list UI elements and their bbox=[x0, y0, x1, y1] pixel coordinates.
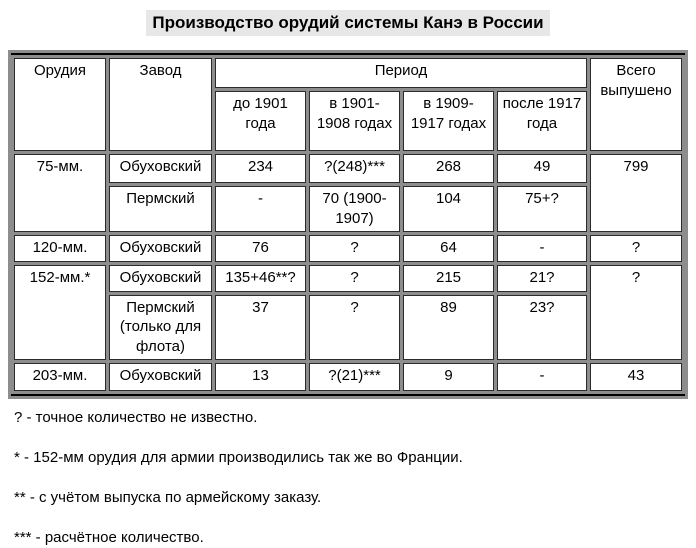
footnote-two-stars: ** - с учётом выпуска по армейскому заказу. bbox=[14, 489, 322, 507]
col-header-period-before-1901: до 1901 года bbox=[215, 91, 306, 151]
col-header-period-1909-1917: в 1909-1917 годах bbox=[403, 91, 494, 151]
cell-gun-120mm: 120-мм. bbox=[14, 235, 106, 262]
table-row bbox=[14, 154, 682, 183]
col-header-period-1901-1908: в 1901-1908 годах bbox=[309, 91, 400, 151]
cell-factory: Обуховский bbox=[109, 363, 212, 391]
cell-value: 268 bbox=[403, 154, 494, 183]
footnote-question-mark: ? - точное количество не известно. bbox=[14, 409, 258, 427]
col-header-period: Период bbox=[215, 58, 587, 88]
cell-value: 215 bbox=[403, 265, 494, 292]
title-bar bbox=[0, 0, 696, 36]
table-row bbox=[14, 186, 682, 232]
cell-value: - bbox=[497, 363, 587, 391]
cell-value: 70 (1900-1907) bbox=[309, 186, 400, 232]
table-row bbox=[14, 295, 682, 360]
cell-value: 49 bbox=[497, 154, 587, 183]
cell-value: ?(21)*** bbox=[309, 363, 400, 391]
cell-value: 21? bbox=[497, 265, 587, 292]
cell-value: ?(248)*** bbox=[309, 154, 400, 183]
cell-value: 13 bbox=[215, 363, 306, 391]
cell-factory: Пермский bbox=[109, 186, 212, 232]
cell-value: ? bbox=[309, 235, 400, 262]
cell-value: 64 bbox=[403, 235, 494, 262]
table-row bbox=[14, 235, 682, 262]
footnote-one-star: * - 152-мм орудия для армии производились так же во Франции. bbox=[14, 449, 463, 467]
cell-value: 135+46**? bbox=[215, 265, 306, 292]
col-header-period-after-1917: после 1917 года bbox=[497, 91, 587, 151]
cell-total-203mm: 43 bbox=[590, 363, 682, 391]
cell-value: - bbox=[215, 186, 306, 232]
table-row bbox=[14, 265, 682, 292]
header-row-main bbox=[14, 58, 682, 88]
cell-gun-203mm: 203-мм. bbox=[14, 363, 106, 391]
cell-value: 9 bbox=[403, 363, 494, 391]
col-header-factory: Завод bbox=[109, 58, 212, 151]
cell-gun-152mm: 152-мм.* bbox=[14, 265, 106, 360]
col-header-total: Всего выпушено bbox=[590, 58, 682, 151]
cell-value: 234 bbox=[215, 154, 306, 183]
cell-total-75mm: 799 bbox=[590, 154, 682, 232]
cell-value: ? bbox=[309, 265, 400, 292]
footnotes bbox=[14, 409, 682, 547]
cell-value: 76 bbox=[215, 235, 306, 262]
cell-total-120mm: ? bbox=[590, 235, 682, 262]
cell-value: 23? bbox=[497, 295, 587, 360]
production-table bbox=[11, 53, 685, 396]
cell-gun-75mm: 75-мм. bbox=[14, 154, 106, 232]
table-row bbox=[14, 363, 682, 391]
page-title: Производство орудий системы Канэ в России bbox=[146, 10, 549, 36]
production-table-frame bbox=[8, 50, 688, 399]
cell-factory: Обуховский bbox=[109, 265, 212, 292]
cell-value: - bbox=[497, 235, 587, 262]
cell-value: 89 bbox=[403, 295, 494, 360]
cell-value: 104 bbox=[403, 186, 494, 232]
col-header-guns: Орудия bbox=[14, 58, 106, 151]
cell-factory: Обуховский bbox=[109, 235, 212, 262]
cell-total-152mm: ? bbox=[590, 265, 682, 360]
cell-value: 75+? bbox=[497, 186, 587, 232]
cell-value: ? bbox=[309, 295, 400, 360]
cell-factory: Обуховский bbox=[109, 154, 212, 183]
footnote-three-stars: *** - расчётное количество. bbox=[14, 529, 204, 547]
cell-value: 37 bbox=[215, 295, 306, 360]
cell-factory: Пермский (только для флота) bbox=[109, 295, 212, 360]
